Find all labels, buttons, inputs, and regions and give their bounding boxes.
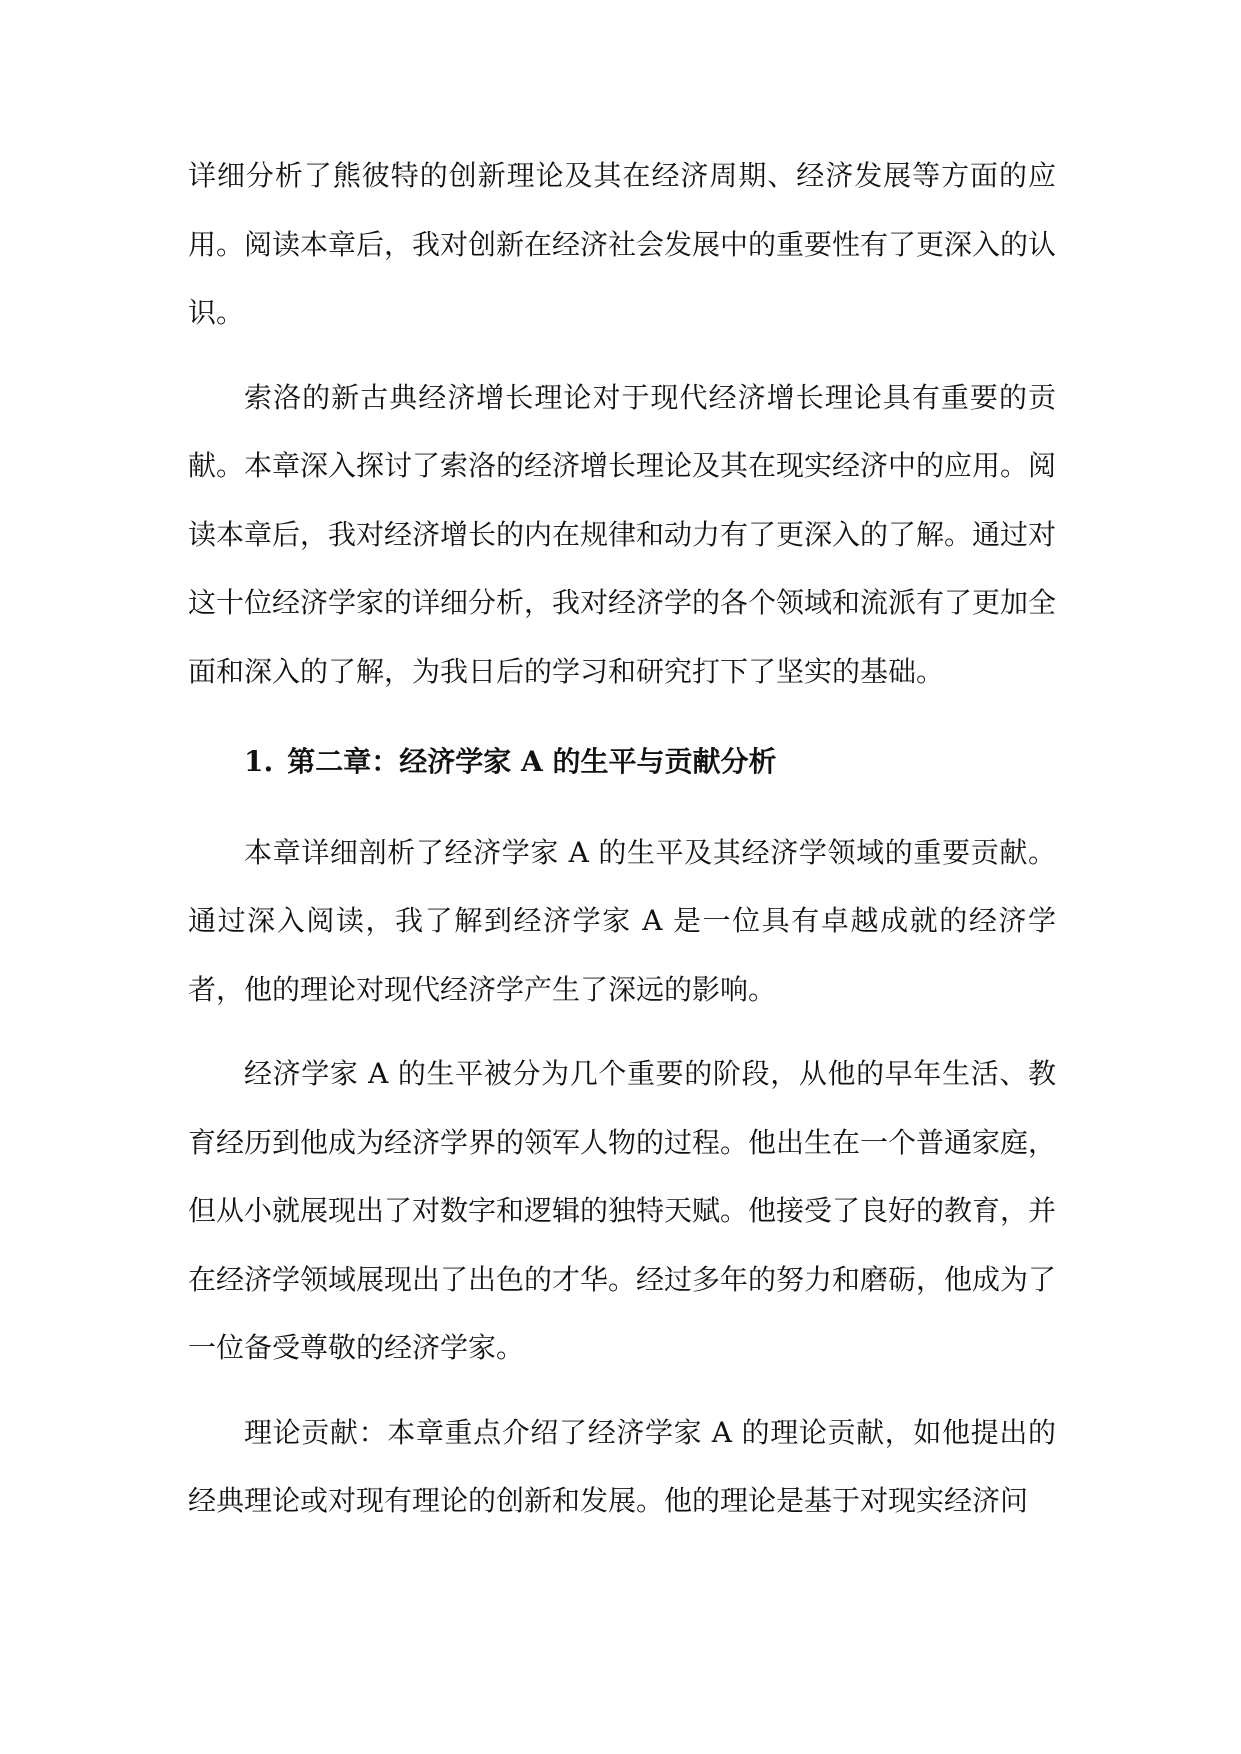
paragraph-theory: 理论贡献：本章重点介绍了经济学家 A 的理论贡献，如他提出的经典理论或对现有理论的创新和发展。他的理论是基于对现实经济问 [188, 1415, 1056, 1517]
paragraph-continued: 详细分析了熊彼特的创新理论及其在经济周期、经济发展等方面的应用。阅读本章后，我对创新在经济社会发展中的重要性有了更深入的认识。 [188, 159, 1057, 329]
paragraph-life: 经济学家 A 的生平被分为几个重要的阶段，从他的早年生活、教育经历到他成为经济学界的领军人物的过程。他出生在一个普通家庭，但从小就展现出了对数字和逻辑的独特天赋。他接受了良好的教育，并在经济学领域展现出了出色的才华。经过多年的努力和磨砺，他成为了一位备受尊敬的经济学家。 [188, 1057, 1057, 1364]
document-body [188, 142, 1056, 1552]
chapter-heading [188, 728, 1056, 797]
paragraph-solow: 索洛的新古典经济增长理论对于现代经济增长理论具有重要的贡献。本章深入探讨了索洛的经济增长理论及其在现实经济中的应用。阅读本章后，我对经济增长的内在规律和动力有了更深入的了解。通过对这十位经济学家的详细分析，我对经济学的各个领域和流派有了更加全面和深入的了解，为我日后的学习和研究打下了坚实的基础。 [188, 380, 1057, 688]
paragraph-intro: 本章详细剖析了经济学家 A 的生平及其经济学领域的重要贡献。通过深入阅读，我了解到经济学家 A 是一位具有卓越成就的经济学者，他的理论对现代经济学产生了深远的影响。 [188, 835, 1056, 1006]
chapter-heading-number: 1. [244, 745, 274, 778]
chapter-heading-title: 第二章：经济学家 A 的生平与贡献分析 [287, 745, 777, 778]
